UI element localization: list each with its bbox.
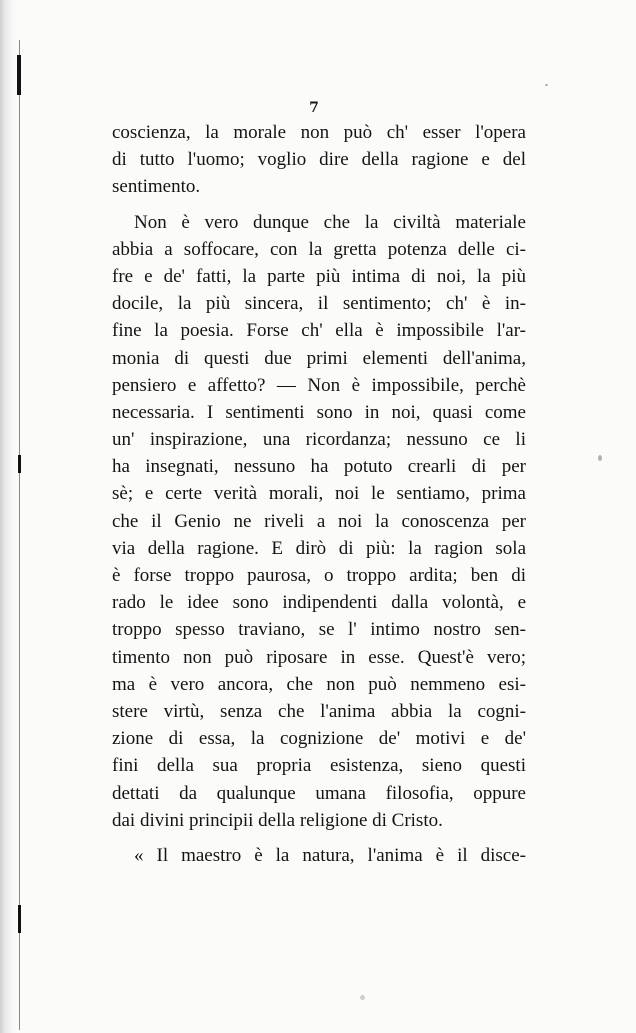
text-line: dettati da qualunque umana filosofia, oppure (112, 782, 526, 804)
text-line: necessaria. I sentimenti sono in noi, quasi come (112, 401, 526, 423)
body-text (112, 119, 526, 869)
text-line: abbia a soffocare, con la gretta potenza delle ci- (112, 238, 526, 260)
text-line: docile, la più sincera, il sentimento; ch' è in- (112, 293, 526, 315)
text-line: di tutto l'uomo; voglio dire della ragione e del (112, 149, 526, 171)
text-line: rado le idee sono indipendenti dalla volontà, e (112, 592, 526, 614)
text-line: monia di questi due primi elementi dell'anima, (112, 347, 526, 369)
text-line: « Il maestro è la natura, l'anima è il disce- (134, 844, 526, 866)
text-line: via della ragione. E dirò di più: la ragion sola (112, 537, 526, 559)
text-line: pensiero e affetto? — Non è impossibile, perchè (112, 374, 526, 396)
text-line: fre e de' fatti, la parte più intima di noi, la più (112, 265, 526, 287)
text-line: fini della sua propria esistenza, sieno questi (112, 755, 526, 777)
text-line: troppo spesso traviano, se l' intimo nostro sen- (112, 619, 526, 641)
binding-edge-line (19, 40, 20, 1030)
text-line: timento non può riposare in esse. Quest'è vero; (112, 646, 526, 668)
text-line: coscienza, la morale non può ch' esser l'opera (112, 122, 526, 143)
page-spine-shadow (0, 0, 16, 1033)
paper-speck (598, 455, 602, 461)
text-line: Non è vero dunque che la civiltà materiale (134, 211, 526, 233)
paper-speck (360, 995, 365, 1000)
text-line: ma è vero ancora, che non può nemmeno esi- (112, 673, 526, 695)
binding-mark (18, 905, 21, 933)
text-line: è forse troppo paurosa, o troppo ardita; ben di (112, 565, 526, 586)
binding-mark (17, 55, 21, 95)
text-line: un' inspirazione, una ricordanza; nessuno ce li (112, 429, 526, 451)
text-line: ha insegnati, nessuno ha potuto crearli di per (112, 456, 526, 478)
text-line: stere virtù, senza che l'anima abbia la cogni- (112, 700, 526, 722)
text-line: dai divini principii della religione di Cristo. (112, 809, 443, 831)
binding-mark (18, 455, 21, 473)
text-line: zione di essa, la cognizione de' motivi e de' (112, 728, 526, 750)
text-line: fine la poesia. Forse ch' ella è impossibile l'ar- (112, 320, 526, 342)
text-line: sentimento. (112, 176, 201, 198)
paper-speck (545, 84, 548, 86)
text-line: sè; e certe verità morali, noi le sentiamo, prima (112, 483, 526, 505)
page-number: 7 (309, 100, 319, 116)
text-line: che il Genio ne riveli a noi la conoscenza per (112, 510, 526, 532)
